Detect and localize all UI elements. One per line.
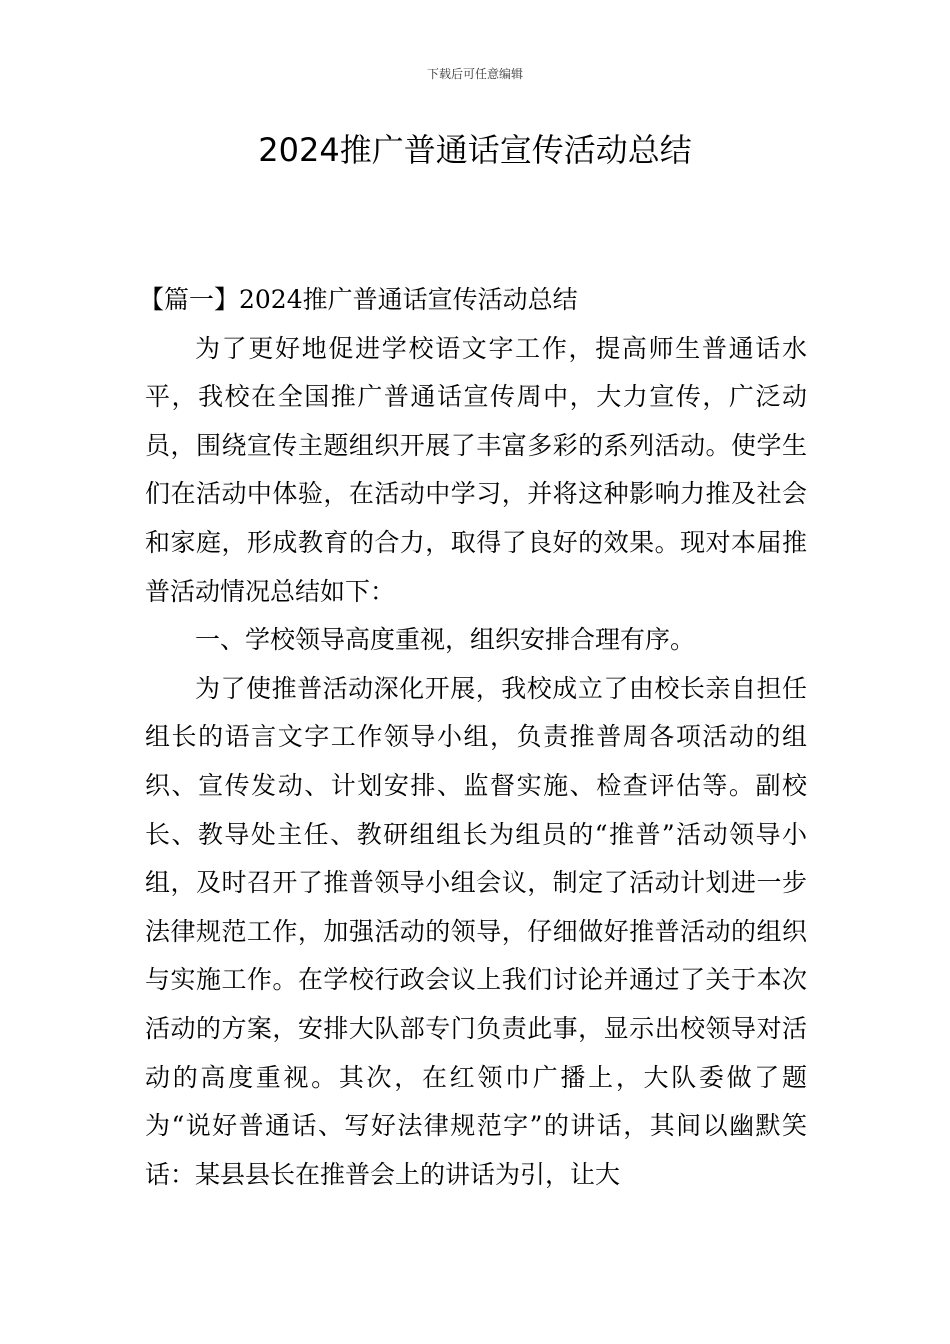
paragraph-point-one: 一、学校领导高度重视，组织安排合理有序。 (195, 625, 696, 655)
section-heading: 【篇一】2024推广普通话宣传活动总结 (139, 285, 578, 314)
paragraph-details: 为了使推普活动深化开展，我校成立了由校长亲自担任组长的语言文字工作领导小组，负责推普周各项活动的组织、宣传发动、计划安排、监督实施、检查评估等。副校长、教导处主任、教研组组长为组员的“推普”活动领导小组，及时召开了推普领导小组会议，制定了活动计划进一步法律规范工作，加强活动的领导，仔细做好推普活动的组织与实施工作。在学校行政会议上我们讨论并通过了关于本次活动的方案，安排大队部专门负责此事，显示出校领导对活动的高度重视。其次，在红领巾广播上，大队委做了题为“说好普通话、写好法律规范字”的讲话，其间以幽默笑话：某县县长在推普会上的讲话为引，让大 (145, 673, 807, 1189)
document-body (139, 276, 807, 1199)
document-title: 2024推广普通话宣传活动总结 (258, 131, 692, 169)
header-note: 下载后可任意编辑 (426, 67, 523, 81)
paragraph-intro: 为了更好地促进学校语文字工作，提高师生普通话水平，我校在全国推广普通话宣传周中，大力宣传，广泛动员，围绕宣传主题组织开展了丰富多彩的系列活动。使学生们在活动中体验，在活动中学习，并将这种影响力推及社会和家庭，形成教育的合力，取得了良好的效果。现对本届推普活动情况总结如下： (145, 333, 807, 606)
